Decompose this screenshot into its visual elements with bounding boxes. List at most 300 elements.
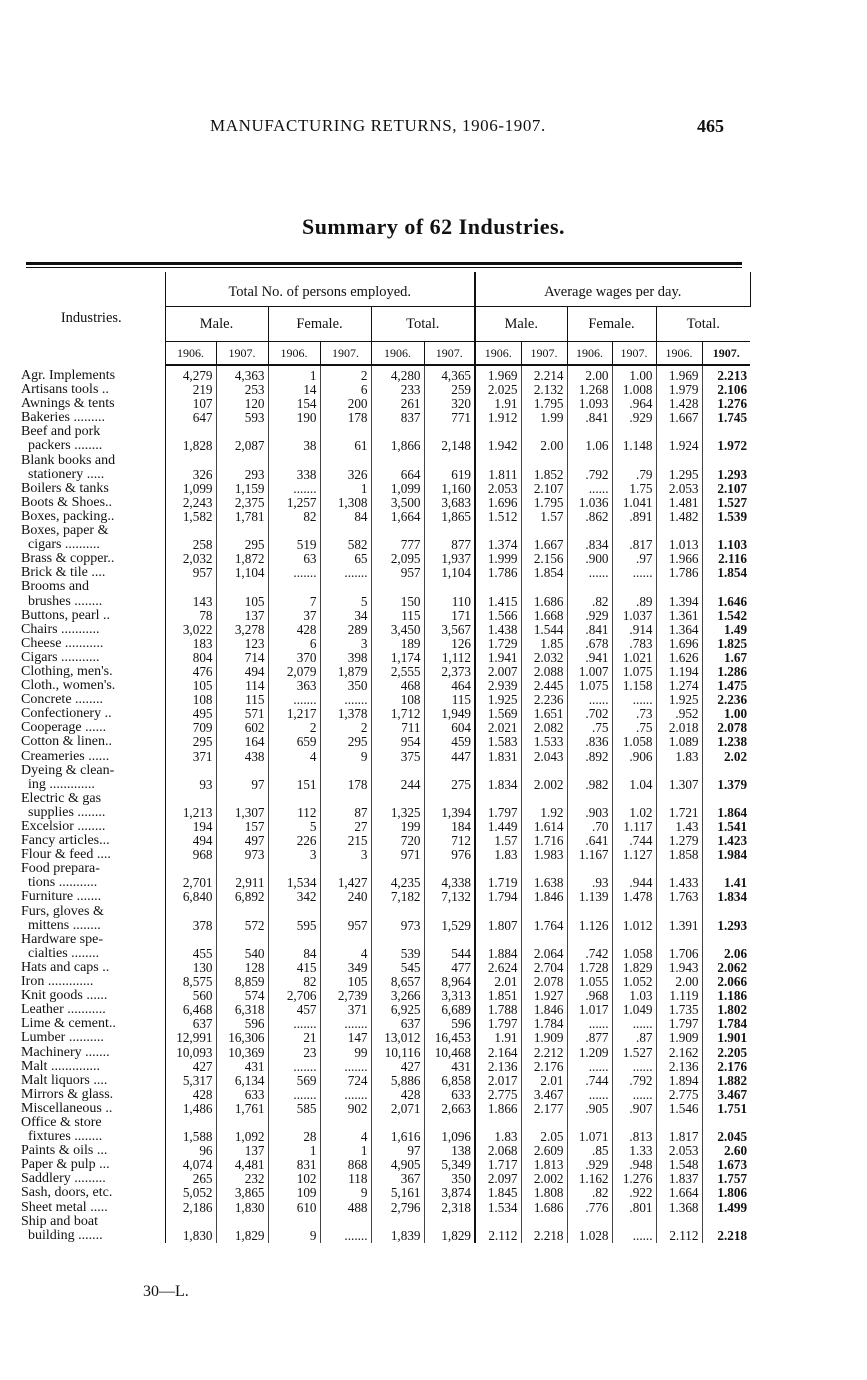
table-row — [18, 454, 750, 468]
value-cell: 1.041 — [612, 496, 656, 510]
value-cell: 3,022 — [165, 623, 216, 637]
value-cell: 1.984 — [702, 848, 750, 862]
value-cell: 1.846 — [521, 1003, 567, 1017]
value-cell: 275 — [424, 778, 475, 792]
value-cell: 114 — [216, 679, 268, 693]
value-cell: 2,186 — [165, 1201, 216, 1215]
value-cell: 99 — [320, 1046, 371, 1060]
empty-cell — [424, 905, 475, 919]
value-cell: 572 — [216, 919, 268, 933]
value-cell: 1.846 — [521, 890, 567, 904]
value-cell: 1.797 — [475, 806, 521, 820]
value-cell: 1.379 — [702, 778, 750, 792]
table-row — [18, 1088, 750, 1102]
value-cell: 16,453 — [424, 1031, 475, 1045]
industry-name: Blank books and — [18, 454, 165, 468]
value-cell: ...... — [612, 1060, 656, 1074]
header-year-cell: 1907. — [320, 342, 371, 366]
value-cell: 1.04 — [612, 778, 656, 792]
value-cell: 1,879 — [320, 665, 371, 679]
empty-cell — [268, 1116, 320, 1130]
header-year-cell: 1906. — [475, 342, 521, 366]
value-cell: 1.751 — [702, 1102, 750, 1116]
value-cell: 105 — [320, 975, 371, 989]
value-cell: 954 — [371, 735, 424, 749]
empty-cell — [656, 425, 702, 439]
header-persons-employed: Total No. of persons employed. — [228, 284, 412, 300]
value-cell: 2.213 — [702, 365, 750, 383]
empty-cell — [521, 1116, 567, 1130]
value-cell: 2.164 — [475, 1046, 521, 1060]
value-cell: 1.834 — [702, 890, 750, 904]
value-cell: 1,839 — [371, 1229, 424, 1243]
value-cell: 1.093 — [567, 397, 612, 411]
value-cell: 1.83 — [475, 848, 521, 862]
value-cell: 375 — [371, 750, 424, 764]
value-cell: 659 — [268, 735, 320, 749]
industry-name: Clothing, men's. — [18, 665, 165, 679]
empty-cell — [371, 524, 424, 538]
value-cell: 102 — [268, 1172, 320, 1186]
empty-cell — [702, 764, 750, 778]
value-cell: 350 — [424, 1172, 475, 1186]
value-cell: 1.546 — [656, 1102, 702, 1116]
value-cell: 431 — [424, 1060, 475, 1074]
value-cell: 6,858 — [424, 1074, 475, 1088]
value-cell: 1,099 — [371, 482, 424, 496]
empty-cell — [320, 905, 371, 919]
value-cell: 1,099 — [165, 482, 216, 496]
value-cell: 957 — [320, 919, 371, 933]
empty-cell — [475, 425, 521, 439]
empty-cell — [268, 764, 320, 778]
value-cell: 1,781 — [216, 510, 268, 524]
value-cell: 1.75 — [612, 482, 656, 496]
value-cell: 1.942 — [475, 439, 521, 453]
value-cell: ....... — [320, 693, 371, 707]
value-cell: 468 — [371, 679, 424, 693]
value-cell: 431 — [216, 1060, 268, 1074]
value-cell: 295 — [165, 735, 216, 749]
industry-name: Excelsior ........ — [18, 820, 165, 834]
industry-name: Ship and boat — [18, 1215, 165, 1229]
value-cell: 488 — [320, 1201, 371, 1215]
value-cell: 2.007 — [475, 665, 521, 679]
value-cell: 6,689 — [424, 1003, 475, 1017]
industry-name: Office & store — [18, 1116, 165, 1130]
value-cell: 1.912 — [475, 411, 521, 425]
value-cell: 1.293 — [702, 468, 750, 482]
value-cell: 647 — [165, 411, 216, 425]
value-cell: 4 — [320, 1130, 371, 1144]
value-cell: 2.078 — [702, 721, 750, 735]
empty-cell — [320, 454, 371, 468]
industry-name: Boxes, paper & — [18, 524, 165, 538]
value-cell: 184 — [424, 820, 475, 834]
value-cell: 1.548 — [656, 1158, 702, 1172]
value-cell: 4,074 — [165, 1158, 216, 1172]
empty-cell — [268, 425, 320, 439]
value-cell: 2,555 — [371, 665, 424, 679]
value-cell: 6,134 — [216, 1074, 268, 1088]
table-header — [18, 272, 750, 365]
value-cell: 596 — [216, 1017, 268, 1031]
value-cell: 519 — [268, 538, 320, 552]
value-cell: .841 — [567, 411, 612, 425]
empty-cell — [567, 933, 612, 947]
value-cell: 3 — [268, 848, 320, 862]
value-cell: 1.924 — [656, 439, 702, 453]
header-year-cell: 1907. — [521, 342, 567, 366]
empty-cell — [475, 454, 521, 468]
value-cell: ....... — [320, 1017, 371, 1031]
value-cell: 5 — [268, 820, 320, 834]
value-cell: 1.927 — [521, 989, 567, 1003]
value-cell: 1.007 — [567, 665, 612, 679]
value-cell: 1.075 — [612, 665, 656, 679]
empty-cell — [475, 792, 521, 806]
value-cell: 2,071 — [371, 1102, 424, 1116]
table-row — [18, 1102, 750, 1116]
value-cell: 724 — [320, 1074, 371, 1088]
value-cell: 1.721 — [656, 806, 702, 820]
value-cell: 1,308 — [320, 496, 371, 510]
value-cell: ....... — [320, 1088, 371, 1102]
value-cell: 1.686 — [521, 595, 567, 609]
value-cell: 183 — [165, 637, 216, 651]
value-cell: 1.92 — [521, 806, 567, 820]
empty-cell — [567, 764, 612, 778]
value-cell: 593 — [216, 411, 268, 425]
industry-name: cialties ........ — [18, 947, 165, 961]
value-cell: 1.91 — [475, 397, 521, 411]
value-cell: 1.534 — [475, 1201, 521, 1215]
value-cell: 1.391 — [656, 919, 702, 933]
value-cell: 1.186 — [702, 989, 750, 1003]
value-cell: 457 — [268, 1003, 320, 1017]
value-cell: 1.028 — [567, 1229, 612, 1243]
value-cell: 1,582 — [165, 510, 216, 524]
value-cell: 1.148 — [612, 439, 656, 453]
value-cell: 326 — [165, 468, 216, 482]
value-cell: .79 — [612, 468, 656, 482]
value-cell: 464 — [424, 679, 475, 693]
value-cell: 2,032 — [165, 552, 216, 566]
empty-cell — [612, 905, 656, 919]
value-cell: 78 — [165, 609, 216, 623]
value-cell: 1.99 — [521, 411, 567, 425]
value-cell: 2.236 — [702, 693, 750, 707]
value-cell: 1.06 — [567, 439, 612, 453]
value-cell: 1 — [268, 365, 320, 383]
value-cell: 2.116 — [702, 552, 750, 566]
value-cell: 2.107 — [702, 482, 750, 496]
table-row — [18, 623, 750, 637]
value-cell: 1.533 — [521, 735, 567, 749]
value-cell: 10,093 — [165, 1046, 216, 1060]
empty-cell — [371, 425, 424, 439]
value-cell: 3,278 — [216, 623, 268, 637]
industry-name: Furniture ....... — [18, 890, 165, 904]
table-row — [18, 834, 750, 848]
value-cell: 2.775 — [656, 1088, 702, 1102]
industry-name: Flour & feed .... — [18, 848, 165, 862]
value-cell: 2.01 — [475, 975, 521, 989]
value-cell: 1.41 — [702, 876, 750, 890]
value-cell: ...... — [612, 1229, 656, 1243]
value-cell: 1 — [320, 1144, 371, 1158]
value-cell: 1.717 — [475, 1158, 521, 1172]
value-cell: ....... — [268, 693, 320, 707]
value-cell: 232 — [216, 1172, 268, 1186]
value-cell: 1.786 — [475, 566, 521, 580]
value-cell: 1.475 — [702, 679, 750, 693]
table-row — [18, 919, 750, 933]
value-cell: 447 — [424, 750, 475, 764]
value-cell: 7,182 — [371, 890, 424, 904]
value-cell: .907 — [612, 1102, 656, 1116]
value-cell: 157 — [216, 820, 268, 834]
value-cell: 259 — [424, 383, 475, 397]
value-cell: 82 — [268, 510, 320, 524]
value-cell: 2.177 — [521, 1102, 567, 1116]
table-row — [18, 764, 750, 778]
empty-cell — [216, 524, 268, 538]
table-row — [18, 524, 750, 538]
value-cell: 2.106 — [702, 383, 750, 397]
value-cell: 1.999 — [475, 552, 521, 566]
value-cell: 428 — [371, 1088, 424, 1102]
value-cell: 4,363 — [216, 365, 268, 383]
empty-cell — [424, 1215, 475, 1229]
value-cell: .801 — [612, 1201, 656, 1215]
value-cell: 363 — [268, 679, 320, 693]
value-cell: 293 — [216, 468, 268, 482]
industry-name: Cooperage ...... — [18, 721, 165, 735]
value-cell: 1,949 — [424, 707, 475, 721]
value-cell: 2,375 — [216, 496, 268, 510]
empty-cell — [702, 524, 750, 538]
value-cell: 2.112 — [656, 1229, 702, 1243]
value-cell: .862 — [567, 510, 612, 524]
table-row — [18, 1201, 750, 1215]
value-cell: 97 — [216, 778, 268, 792]
value-cell: 2,663 — [424, 1102, 475, 1116]
value-cell: 1.894 — [656, 1074, 702, 1088]
value-cell: 602 — [216, 721, 268, 735]
industry-name: Awnings & tents — [18, 397, 165, 411]
empty-cell — [268, 580, 320, 594]
table-row — [18, 1186, 750, 1200]
empty-cell — [567, 792, 612, 806]
empty-cell — [424, 933, 475, 947]
value-cell: 5 — [320, 595, 371, 609]
empty-cell — [165, 454, 216, 468]
value-cell: 154 — [268, 397, 320, 411]
table-row — [18, 1060, 750, 1074]
table-row — [18, 538, 750, 552]
value-cell: 115 — [424, 693, 475, 707]
value-cell: 82 — [268, 975, 320, 989]
value-cell: 3.467 — [702, 1088, 750, 1102]
value-cell: 3,266 — [371, 989, 424, 1003]
value-cell: 1.119 — [656, 989, 702, 1003]
value-cell: 2.082 — [521, 721, 567, 735]
value-cell: 1.91 — [475, 1031, 521, 1045]
value-cell: 777 — [371, 538, 424, 552]
value-cell: 226 — [268, 834, 320, 848]
value-cell: 1.979 — [656, 383, 702, 397]
empty-cell — [612, 524, 656, 538]
value-cell: 1,325 — [371, 806, 424, 820]
value-cell: 1.673 — [702, 1158, 750, 1172]
empty-cell — [165, 933, 216, 947]
value-cell: 1,534 — [268, 876, 320, 890]
value-cell: 150 — [371, 595, 424, 609]
value-cell: 1.071 — [567, 1130, 612, 1144]
value-cell: 2 — [320, 365, 371, 383]
value-cell: 1.969 — [475, 365, 521, 383]
empty-cell — [656, 792, 702, 806]
value-cell: 8,657 — [371, 975, 424, 989]
empty-cell — [521, 454, 567, 468]
value-cell: 2.002 — [521, 778, 567, 792]
table-row — [18, 496, 750, 510]
value-cell: 973 — [371, 919, 424, 933]
value-cell: 1.286 — [702, 665, 750, 679]
value-cell: 427 — [165, 1060, 216, 1074]
value-cell: .75 — [567, 721, 612, 735]
table-row — [18, 365, 750, 383]
empty-cell — [656, 764, 702, 778]
value-cell: 1,104 — [424, 566, 475, 580]
value-cell: 1.307 — [656, 778, 702, 792]
table-row — [18, 425, 750, 439]
value-cell: 2,701 — [165, 876, 216, 890]
value-cell: 1,307 — [216, 806, 268, 820]
empty-cell — [320, 580, 371, 594]
value-cell: 178 — [320, 778, 371, 792]
value-cell: ....... — [320, 1229, 371, 1243]
value-cell: 1.614 — [521, 820, 567, 834]
table-row — [18, 482, 750, 496]
value-cell: 2.107 — [521, 482, 567, 496]
value-cell: 427 — [371, 1060, 424, 1074]
industry-name: Machinery ....... — [18, 1046, 165, 1060]
value-cell: 2.002 — [521, 1172, 567, 1186]
value-cell: 477 — [424, 961, 475, 975]
empty-cell — [521, 524, 567, 538]
value-cell: 6,925 — [371, 1003, 424, 1017]
empty-cell — [475, 1215, 521, 1229]
value-cell: 110 — [424, 595, 475, 609]
value-cell: .964 — [612, 397, 656, 411]
value-cell: .776 — [567, 1201, 612, 1215]
value-cell: 2.236 — [521, 693, 567, 707]
empty-cell — [320, 933, 371, 947]
value-cell: 37 — [268, 609, 320, 623]
value-cell: 1.274 — [656, 679, 702, 693]
industry-name: Malt liquors .... — [18, 1074, 165, 1088]
value-cell: 2,796 — [371, 1201, 424, 1215]
industry-name: Knit goods ...... — [18, 989, 165, 1003]
value-cell: 1,664 — [371, 510, 424, 524]
value-cell: 1.49 — [702, 623, 750, 637]
table-row — [18, 905, 750, 919]
value-cell: 3,450 — [371, 623, 424, 637]
value-cell: ...... — [612, 693, 656, 707]
table-row — [18, 1215, 750, 1229]
value-cell: 957 — [371, 566, 424, 580]
value-cell: 3,567 — [424, 623, 475, 637]
industry-name: Brick & tile .... — [18, 566, 165, 580]
value-cell: .817 — [612, 538, 656, 552]
value-cell: 1,213 — [165, 806, 216, 820]
table-row — [18, 679, 750, 693]
table-row — [18, 1017, 750, 1031]
value-cell: 2.043 — [521, 750, 567, 764]
value-cell: 253 — [216, 383, 268, 397]
value-cell: 105 — [216, 595, 268, 609]
value-cell: 720 — [371, 834, 424, 848]
page-title: Summary of 62 Industries. — [301, 214, 566, 239]
value-cell: 378 — [165, 919, 216, 933]
empty-cell — [216, 905, 268, 919]
value-cell: 1.735 — [656, 1003, 702, 1017]
value-cell: 109 — [268, 1186, 320, 1200]
value-cell: 12,991 — [165, 1031, 216, 1045]
value-cell: 2.053 — [656, 482, 702, 496]
value-cell: 126 — [424, 637, 475, 651]
value-cell: 2,739 — [320, 989, 371, 1003]
table-row — [18, 383, 750, 397]
value-cell: 295 — [320, 735, 371, 749]
value-cell: 350 — [320, 679, 371, 693]
value-cell: 1.117 — [612, 820, 656, 834]
value-cell: 13,012 — [371, 1031, 424, 1045]
empty-cell — [424, 792, 475, 806]
empty-cell — [475, 862, 521, 876]
table-row — [18, 890, 750, 904]
value-cell: 1.00 — [702, 707, 750, 721]
empty-cell — [521, 764, 567, 778]
value-cell: 23 — [268, 1046, 320, 1060]
empty-cell — [612, 580, 656, 594]
value-cell: 105 — [165, 679, 216, 693]
value-cell: 1,486 — [165, 1102, 216, 1116]
value-cell: 3,313 — [424, 989, 475, 1003]
value-cell: 1.238 — [702, 735, 750, 749]
table-row — [18, 721, 750, 735]
value-cell: 10,468 — [424, 1046, 475, 1060]
value-cell: 4,365 — [424, 365, 475, 383]
header-male-wages: Male. — [475, 307, 567, 342]
value-cell: .93 — [567, 876, 612, 890]
value-cell: 877 — [424, 538, 475, 552]
value-cell: 1,160 — [424, 482, 475, 496]
value-cell: .914 — [612, 623, 656, 637]
value-cell: 2.156 — [521, 552, 567, 566]
value-cell: 8,964 — [424, 975, 475, 989]
value-cell: 494 — [216, 665, 268, 679]
value-cell: 1.583 — [475, 735, 521, 749]
empty-cell — [371, 1215, 424, 1229]
value-cell: 233 — [371, 383, 424, 397]
value-cell: 1.103 — [702, 538, 750, 552]
value-cell: 14 — [268, 383, 320, 397]
table-row — [18, 806, 750, 820]
value-cell: 4 — [320, 947, 371, 961]
